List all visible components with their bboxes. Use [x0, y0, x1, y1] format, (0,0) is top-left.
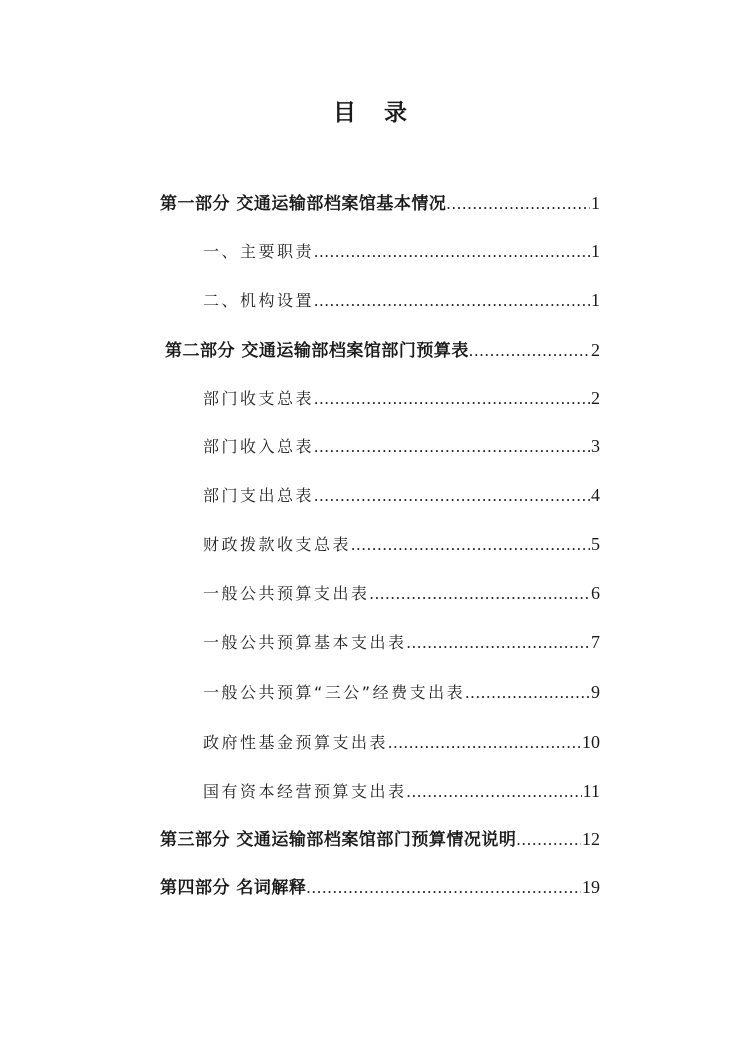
dot-leader [407, 630, 590, 656]
dot-leader [370, 581, 590, 607]
toc-entry-general-public-budget[interactable] [203, 580, 600, 606]
toc-entry-label: 财政拨款收支总表 [203, 535, 352, 554]
toc-page-number: 2 [591, 388, 600, 408]
toc-entry-dept-income[interactable] [203, 433, 600, 459]
dot-leader [407, 779, 582, 805]
dot-leader [306, 875, 581, 901]
toc-entry-label: 部门收入总表 [203, 437, 315, 456]
toc-entry-label: 二、机构设置 [203, 291, 315, 310]
toc-page-number: 3 [591, 436, 600, 456]
toc-entry-general-public-basic[interactable] [203, 629, 600, 655]
toc-page-number: 9 [591, 682, 600, 702]
dot-leader [314, 434, 590, 460]
toc-page-number: 10 [582, 732, 600, 752]
toc-entry-label: 国有资本经营预算支出表 [203, 782, 407, 801]
dot-leader [314, 483, 590, 509]
dot-leader [314, 288, 590, 314]
toc-entry-state-capital[interactable] [203, 778, 600, 804]
toc-entry-fiscal-appropriation[interactable] [203, 531, 600, 557]
toc-entry-part-1[interactable] [160, 190, 600, 216]
toc-page-number: 11 [582, 781, 600, 801]
dot-leader [351, 532, 590, 558]
toc-page-number: 7 [591, 632, 600, 652]
toc-entry-part-2[interactable] [165, 337, 600, 363]
toc-entry-part-4[interactable] [160, 874, 600, 900]
dot-leader [314, 386, 590, 412]
toc-page-number: 19 [582, 877, 600, 897]
toc-entry-dept-expense[interactable] [203, 482, 600, 508]
toc-entry-label: 部门支出总表 [203, 486, 315, 505]
toc-page-number: 4 [591, 485, 600, 505]
toc-entry-label: 第一部分 交通运输部档案馆基本情况 [160, 194, 447, 214]
page-title: 目 录 [332, 100, 417, 126]
toc-page-number: 1 [591, 193, 600, 213]
toc-entry-label: 部门收支总表 [203, 389, 315, 408]
dot-leader [446, 191, 590, 217]
toc-entry-label: 一般公共预算基本支出表 [203, 633, 407, 652]
toc-page-number: 6 [591, 583, 600, 603]
toc-entry-main-duties[interactable] [203, 238, 600, 264]
toc-page-number: 1 [591, 241, 600, 261]
dot-leader [469, 338, 590, 364]
toc-entry-label: 第四部分 名词解释 [160, 878, 307, 898]
toc-entry-label: 政府性基金预算支出表 [203, 733, 389, 752]
dot-leader [516, 827, 581, 853]
toc-entry-label: 一般公共预算“三公”经费支出表 [203, 683, 466, 702]
toc-entry-label: 一、主要职责 [203, 242, 315, 261]
toc-entry-dept-income-expense[interactable] [203, 385, 600, 411]
toc-page-number: 12 [582, 829, 600, 849]
toc-entry-part-3[interactable] [160, 826, 600, 852]
dot-leader [465, 680, 590, 706]
dot-leader [314, 239, 590, 265]
toc-page-number: 2 [591, 340, 600, 360]
toc-page-number: 1 [591, 290, 600, 310]
toc-entry-three-public[interactable] [203, 679, 600, 705]
toc-entry-label: 第二部分 交通运输部档案馆部门预算表 [165, 341, 469, 361]
dot-leader [388, 730, 581, 756]
toc-entry-government-fund[interactable] [203, 729, 600, 755]
toc-page-number: 5 [591, 534, 600, 554]
toc-entry-label: 一般公共预算支出表 [203, 584, 370, 603]
toc-entry-org-structure[interactable] [203, 287, 600, 313]
toc-entry-label: 第三部分 交通运输部档案馆部门预算情况说明 [160, 830, 517, 850]
